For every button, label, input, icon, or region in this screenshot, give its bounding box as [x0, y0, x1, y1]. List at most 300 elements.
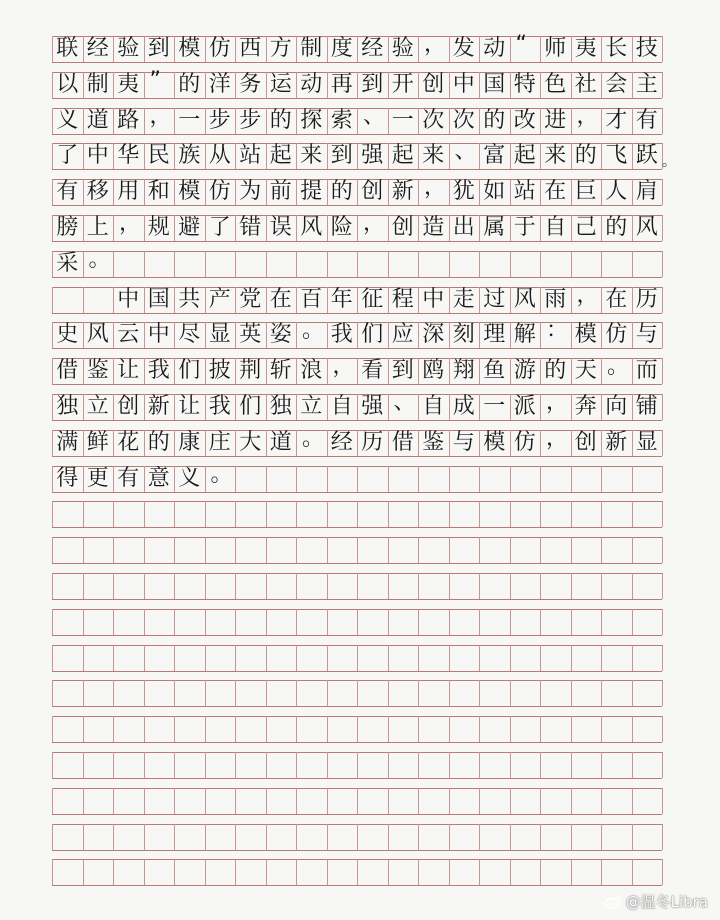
- grid-line: [83, 788, 84, 814]
- grid-cell: 再: [330, 71, 353, 97]
- grid-line: [449, 537, 450, 563]
- grid-cell: [52, 287, 83, 313]
- grid-cell: 才: [605, 107, 628, 133]
- grid-line: [52, 492, 662, 493]
- grid-line: [113, 716, 114, 742]
- grid-cell: 深: [422, 322, 445, 348]
- grid-line: [601, 537, 602, 563]
- grid-cell: 的: [330, 179, 353, 205]
- grid-cell: 为: [239, 179, 262, 205]
- grid-line: [662, 680, 663, 706]
- grid-line: [113, 573, 114, 599]
- grid-cell: 年: [330, 286, 353, 312]
- grid-cell: ，: [576, 282, 599, 308]
- grid-cell: 己: [574, 215, 597, 240]
- grid-cell: 模: [574, 322, 597, 348]
- grid-cell: 庄: [208, 429, 231, 455]
- grid-cell: 的: [544, 358, 567, 384]
- grid-cell: 鸥: [422, 358, 445, 384]
- grid-line: [479, 788, 480, 814]
- grid-cell: 的: [147, 429, 170, 455]
- grid-line: [601, 752, 602, 778]
- grid-line: [571, 788, 572, 814]
- grid-cell: 华: [117, 143, 140, 169]
- grid-line: [235, 251, 236, 277]
- grid-cell: 中: [86, 143, 109, 169]
- grid-line: [296, 609, 297, 635]
- grid-cell: 创: [117, 394, 140, 419]
- grid-line: [632, 251, 633, 277]
- grid-cell: 们: [239, 394, 262, 419]
- grid-line: [327, 251, 328, 277]
- grid-line: [662, 645, 663, 671]
- grid-line: [662, 824, 663, 850]
- grid-cell: 共: [178, 286, 201, 312]
- grid-line: [510, 537, 511, 563]
- grid-line: [52, 635, 662, 636]
- grid-cell: 应: [391, 322, 414, 348]
- grid-line: [113, 680, 114, 706]
- grid-line: [144, 609, 145, 635]
- grid-cell: 征: [361, 286, 384, 312]
- grid-line: [52, 313, 662, 314]
- grid-line: [662, 322, 663, 348]
- grid-line: [540, 680, 541, 706]
- grid-cell: 国: [147, 286, 170, 312]
- grid-cell: 在: [544, 179, 567, 205]
- grid-line: [662, 430, 663, 456]
- grid-line: [418, 466, 419, 492]
- grid-cell: 党: [239, 286, 262, 312]
- grid-line: [174, 609, 175, 635]
- grid-line: [52, 752, 53, 778]
- grid-line: [174, 537, 175, 563]
- grid-cell: 鱼: [483, 358, 506, 384]
- grid-line: [662, 501, 663, 527]
- grid-line: [52, 456, 662, 457]
- grid-line: [601, 251, 602, 277]
- grid-line: [479, 466, 480, 492]
- grid-line: [418, 788, 419, 814]
- grid-line: [510, 501, 511, 527]
- grid-line: [540, 752, 541, 778]
- grid-cell: ，: [332, 354, 355, 380]
- grid-line: [266, 824, 267, 850]
- grid-line: [205, 501, 206, 527]
- grid-line: [52, 205, 662, 206]
- grid-cell: 、: [393, 390, 416, 415]
- grid-line: [662, 72, 663, 98]
- grid-line: [52, 599, 662, 600]
- grid-line: [52, 420, 662, 421]
- grid-line: [357, 716, 358, 742]
- watermark-text: @温冬Libra: [625, 893, 708, 911]
- grid-line: [632, 859, 633, 885]
- grid-line: [83, 680, 84, 706]
- grid-cell: 动: [483, 36, 506, 61]
- grid-line: [510, 251, 511, 277]
- grid-line: [296, 716, 297, 742]
- grid-line: [449, 251, 450, 277]
- grid-cell: 理: [483, 322, 506, 348]
- grid-line: [327, 609, 328, 635]
- grid-line: [52, 62, 662, 63]
- grid-cell: ，: [363, 211, 386, 236]
- grid-line: [235, 537, 236, 563]
- grid-cell: 中: [117, 286, 140, 312]
- grid-cell: 经: [86, 36, 109, 61]
- grid-line: [601, 501, 602, 527]
- grid-cell: 披: [208, 358, 231, 384]
- grid-line: [113, 501, 114, 527]
- grid-cell: 来: [300, 143, 323, 169]
- grid-line: [205, 251, 206, 277]
- grid-line: [540, 501, 541, 527]
- grid-line: [357, 752, 358, 778]
- grid-line: [510, 680, 511, 706]
- grid-cell: 创: [391, 215, 414, 240]
- grid-line: [388, 466, 389, 492]
- grid-line: [632, 680, 633, 706]
- grid-line: [52, 671, 662, 672]
- grid-line: [113, 609, 114, 635]
- grid-cell: 了: [56, 143, 79, 169]
- grid-cell: 上: [86, 215, 109, 240]
- grid-cell: 运: [269, 71, 292, 97]
- grid-line: [144, 251, 145, 277]
- grid-line: [418, 251, 419, 277]
- grid-line: [662, 752, 663, 778]
- grid-line: [144, 501, 145, 527]
- grid-cell: ，: [576, 103, 599, 129]
- grid-cell: 模: [483, 429, 506, 455]
- grid-line: [144, 859, 145, 885]
- grid-cell: 风: [635, 215, 658, 240]
- grid-cell: ，: [424, 175, 447, 201]
- grid-cell: 。: [302, 318, 325, 344]
- grid-cell: 度: [330, 36, 353, 61]
- grid-line: [235, 645, 236, 671]
- grid-cell: 自: [330, 394, 353, 419]
- grid-cell: 洋: [208, 71, 231, 97]
- grid-line: [235, 573, 236, 599]
- grid-line: [632, 609, 633, 635]
- grid-line: [510, 788, 511, 814]
- grid-cell: 独: [269, 394, 292, 419]
- grid-line: [601, 788, 602, 814]
- grid-cell: 产: [208, 286, 231, 312]
- grid-line: [540, 645, 541, 671]
- grid-cell: 借: [56, 358, 79, 384]
- grid-line: [388, 716, 389, 742]
- grid-cell: 游: [513, 358, 536, 384]
- grid-line: [388, 788, 389, 814]
- grid-line: [266, 609, 267, 635]
- grid-cell: 次: [452, 107, 475, 133]
- grid-line: [83, 716, 84, 742]
- grid-line: [510, 573, 511, 599]
- grid-line: [632, 824, 633, 850]
- grid-line: [662, 251, 663, 277]
- grid-line: [266, 501, 267, 527]
- grid-line: [388, 609, 389, 635]
- grid-line: [662, 108, 663, 134]
- grid-line: [601, 716, 602, 742]
- grid-line: [205, 680, 206, 706]
- grid-line: [449, 824, 450, 850]
- grid-cell: 创: [361, 179, 384, 205]
- grid-line: [479, 573, 480, 599]
- grid-cell: 们: [361, 322, 384, 348]
- grid-line: [296, 251, 297, 277]
- grid-cell: 技: [635, 36, 658, 61]
- grid-cell: ，: [546, 425, 569, 451]
- grid-line: [235, 716, 236, 742]
- grid-cell: 康: [178, 429, 201, 455]
- grid-line: [418, 752, 419, 778]
- grid-cell: 步: [239, 107, 262, 133]
- grid-line: [52, 169, 662, 170]
- grid-cell: 国: [483, 71, 506, 97]
- grid-line: [662, 609, 663, 635]
- grid-line: [235, 501, 236, 527]
- grid-line: [52, 134, 662, 135]
- grid-cell: 起: [391, 143, 414, 169]
- grid-cell: 。: [302, 425, 325, 451]
- grid-cell: 师: [544, 36, 567, 61]
- grid-cell: 义: [178, 465, 201, 491]
- grid-cell: 于: [513, 215, 536, 240]
- grid-line: [540, 824, 541, 850]
- grid-line: [662, 358, 663, 384]
- grid-cell: 方: [269, 36, 292, 61]
- grid-line: [113, 251, 114, 277]
- grid-line: [388, 824, 389, 850]
- grid-cell: 。: [662, 154, 676, 171]
- grid-cell: 民: [147, 143, 170, 169]
- grid-line: [540, 466, 541, 492]
- grid-line: [113, 824, 114, 850]
- grid-cell: 的: [178, 71, 201, 97]
- grid-cell: 风: [86, 322, 109, 348]
- grid-line: [266, 537, 267, 563]
- grid-line: [327, 716, 328, 742]
- grid-line: [144, 716, 145, 742]
- grid-line: [52, 348, 662, 349]
- grid-line: [601, 824, 602, 850]
- grid-line: [662, 394, 663, 420]
- grid-line: [144, 537, 145, 563]
- grid-cell: 到: [330, 143, 353, 169]
- grid-line: [205, 645, 206, 671]
- grid-line: [144, 573, 145, 599]
- grid-cell: 探: [300, 107, 323, 133]
- grid-line: [510, 645, 511, 671]
- grid-cell: 特: [513, 71, 536, 97]
- grid-line: [327, 788, 328, 814]
- grid-line: [632, 501, 633, 527]
- grid-line: [662, 537, 663, 563]
- grid-line: [357, 788, 358, 814]
- grid-cell: 翔: [452, 358, 475, 384]
- grid-line: [327, 752, 328, 778]
- grid-line: [510, 752, 511, 778]
- grid-line: [235, 788, 236, 814]
- grid-line: [52, 501, 53, 527]
- grid-cell: 。: [607, 354, 630, 380]
- grid-line: [571, 501, 572, 527]
- grid-line: [388, 573, 389, 599]
- grid-line: [296, 573, 297, 599]
- grid-line: [388, 680, 389, 706]
- grid-line: [174, 859, 175, 885]
- grid-line: [571, 573, 572, 599]
- grid-line: [571, 680, 572, 706]
- grid-line: [418, 716, 419, 742]
- grid-cell: 的: [269, 107, 292, 133]
- grid-cell: 新: [147, 394, 170, 419]
- grid-line: [113, 537, 114, 563]
- grid-line: [296, 824, 297, 850]
- grid-cell: 解: [513, 322, 536, 348]
- grid-cell: 了: [208, 215, 231, 240]
- grid-line: [479, 716, 480, 742]
- grid-cell: 英: [239, 322, 262, 348]
- grid-cell: 而: [635, 358, 658, 384]
- grid-line: [296, 788, 297, 814]
- grid-line: [144, 680, 145, 706]
- grid-cell: 犹: [452, 179, 475, 205]
- grid-line: [52, 742, 662, 743]
- grid-line: [540, 537, 541, 563]
- grid-cell: 。: [210, 461, 233, 487]
- grid-cell: 动: [300, 71, 323, 97]
- grid-line: [83, 859, 84, 885]
- grid-cell: 造: [422, 215, 445, 240]
- grid-line: [296, 752, 297, 778]
- grid-line: [632, 537, 633, 563]
- grid-line: [571, 716, 572, 742]
- grid-cell: 刻: [452, 322, 475, 348]
- grid-line: [52, 716, 53, 742]
- grid-cell: 验: [117, 36, 140, 61]
- grid-line: [235, 680, 236, 706]
- grid-cell: 立: [86, 394, 109, 419]
- grid-cell: 西: [239, 36, 262, 61]
- grid-line: [449, 680, 450, 706]
- grid-cell: ：: [546, 318, 569, 344]
- grid-cell: 改: [513, 107, 536, 133]
- grid-cell: 族: [178, 143, 201, 169]
- grid-cell: 来: [422, 143, 445, 169]
- grid-line: [662, 788, 663, 814]
- grid-line: [113, 645, 114, 671]
- grid-cell: 强: [361, 394, 384, 419]
- grid-cell: 夷: [574, 36, 597, 61]
- grid-cell: 人: [605, 179, 628, 205]
- grid-cell: 避: [178, 215, 201, 240]
- grid-line: [266, 716, 267, 742]
- grid-cell: 奔: [574, 394, 597, 419]
- grid-line: [418, 501, 419, 527]
- grid-line: [601, 680, 602, 706]
- grid-cell: 仿: [605, 322, 628, 348]
- grid-line: [83, 609, 84, 635]
- grid-line: [113, 859, 114, 885]
- grid-line: [327, 645, 328, 671]
- grid-line: [83, 752, 84, 778]
- grid-line: [296, 537, 297, 563]
- grid-line: [52, 573, 53, 599]
- grid-line: [174, 752, 175, 778]
- grid-cell: 一: [178, 107, 201, 133]
- grid-cell: 次: [422, 107, 445, 133]
- grid-line: [357, 573, 358, 599]
- grid-line: [632, 752, 633, 778]
- grid-cell: 大: [239, 429, 262, 455]
- grid-cell: 步: [208, 107, 231, 133]
- grid-line: [205, 573, 206, 599]
- grid-cell: 巨: [574, 179, 597, 205]
- grid-line: [52, 814, 662, 815]
- grid-cell: 浪: [300, 358, 323, 384]
- grid-line: [83, 537, 84, 563]
- grid-cell: 在: [605, 286, 628, 312]
- grid-cell: 模: [178, 179, 201, 205]
- grid-cell: 强: [361, 143, 384, 169]
- grid-line: [357, 859, 358, 885]
- grid-cell: 历: [361, 429, 384, 455]
- grid-cell: 派: [513, 394, 536, 419]
- grid-cell: 肩: [635, 179, 658, 205]
- grid-cell: 经: [361, 36, 384, 61]
- grid-line: [52, 384, 662, 385]
- grid-cell: 风: [300, 215, 323, 240]
- grid-line: [52, 680, 53, 706]
- grid-cell: 意: [147, 465, 170, 491]
- grid-cell: 天: [574, 358, 597, 384]
- grid-cell: 有: [56, 179, 79, 205]
- grid-line: [388, 752, 389, 778]
- grid-cell: 的: [605, 215, 628, 240]
- grid-line: [357, 609, 358, 635]
- grid-line: [83, 645, 84, 671]
- grid-line: [235, 752, 236, 778]
- grid-cell: 主: [635, 71, 658, 97]
- grid-cell: 历: [635, 286, 658, 312]
- grid-cell: 过: [483, 286, 506, 312]
- grid-cell: 鲜: [86, 429, 109, 455]
- grid-cell: 百: [300, 286, 323, 312]
- grid-cell: 向: [605, 394, 628, 419]
- grid-cell: 创: [574, 429, 597, 455]
- grid-line: [266, 466, 267, 492]
- grid-line: [479, 501, 480, 527]
- grid-line: [388, 501, 389, 527]
- grid-line: [83, 573, 84, 599]
- grid-line: [479, 859, 480, 885]
- grid-cell: 、: [454, 139, 477, 165]
- grid-cell: 出: [452, 215, 475, 240]
- grid-line: [662, 287, 663, 313]
- grid-cell: 仿: [208, 179, 231, 205]
- grid-line: [52, 563, 662, 564]
- grid-cell: 们: [178, 358, 201, 384]
- grid-line: [52, 537, 53, 563]
- grid-line: [174, 680, 175, 706]
- grid-line: [510, 466, 511, 492]
- grid-cell: 以: [56, 71, 79, 97]
